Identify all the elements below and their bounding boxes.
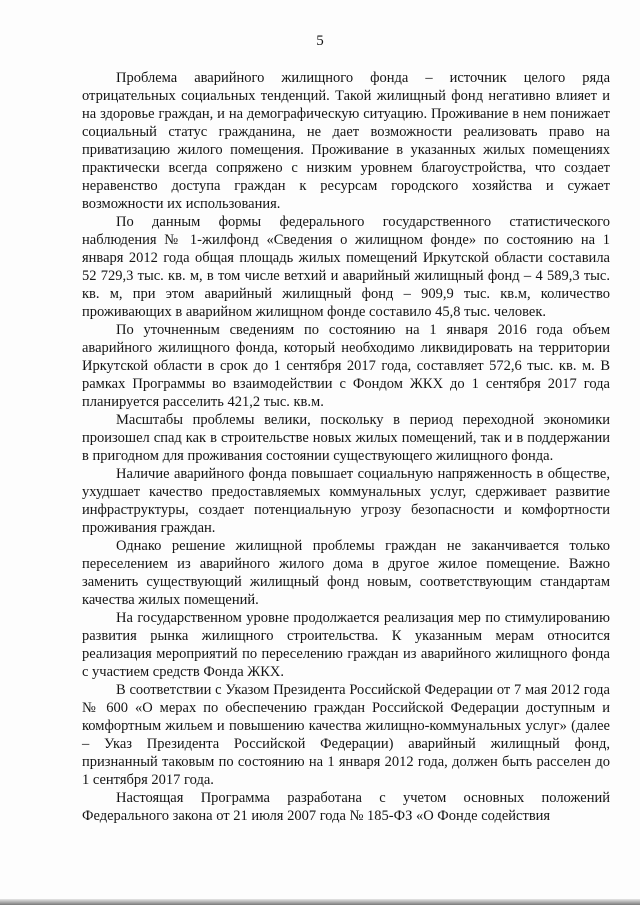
page-number: 5	[316, 33, 324, 49]
scan-bottom-edge	[0, 899, 640, 905]
paragraph-social-tension: Наличие аварийного фонда повышает социальную напряженность в обществе, ухудшает качество предоставляемых коммунальных услуг, сдерживает развитие инфраструктуры, создает потенциальную угрозу безопасности и комфортности проживания граждан.	[82, 466, 610, 536]
paragraph-statistics-2016: По уточненным сведениям по состоянию на 1 января 2016 года объем аварийного жилищного фонда, который необходимо ликвидировать на территории Иркутской области в срок до 1 сентября 2017 года, составляет 572,6 тыс. кв. м. В рамках Программы во взаимодействии с Фондом ЖКХ до 1 сентября 2017 года планируется расселить 421,2 тыс. кв.м.	[82, 322, 610, 410]
paragraph-housing-replacement: Однако решение жилищной проблемы граждан не заканчивается только переселением из аварийного жилого дома в другое жилое помещение. Важно заменить существующий жилищный фонд новым, соответствующим стандартам качества жилых помещений.	[82, 538, 610, 608]
paragraph-program-basis: Настоящая Программа разработана с учетом основных положений Федерального закона от 21 июля 2007 года № 185-ФЗ «О Фонде содействия	[82, 790, 610, 824]
paragraph-problem-scale: Масштабы проблемы велики, поскольку в период переходной экономики произошел спад как в строительстве новых жилых помещений, так и в поддержании в пригодном для проживания состоянии существующего жилищного фонда.	[82, 412, 610, 464]
paragraph-statistics-2012: По данным формы федерального государственного статистического наблюдения № 1-жилфонд «Сведения о жилищном фонде» по состоянию на 1 января 2012 года общая площадь жилых помещений Иркутской области составила 52 729,3 тыс. кв. м, в том числе ветхий и аварийный жилищный фонд – 4 589,3 тыс. кв. м, при этом аварийный жилищный фонд – 909,9 тыс. кв.м, количество проживающих в аварийном жилищном фонде составило 45,8 тыс. человек.	[82, 214, 610, 320]
paragraph-state-measures: На государственном уровне продолжается реализация мер по стимулированию развития рынка жилищного строительства. К указанным мерам относится реализация мероприятий по переселению граждан из аварийного жилищного фонда с участием средств Фонда ЖКХ.	[82, 610, 610, 680]
paragraph-emergency-housing-problem: Проблема аварийного жилищного фонда – источник целого ряда отрицательных социальных тенденций. Такой жилищный фонд негативно влияет и на здоровье граждан, и на демографическую ситуацию. Проживание в нем понижает социальный статус гражданина, не дает возможности реализовать право на приватизацию жилого помещения. Проживание в указанных жилых помещениях практически всегда сопряжено с низким уровнем благоустройства, что создает неравенство доступа граждан к ресурсам городского хозяйства и сужает возможности их использования.	[82, 70, 610, 212]
paragraph-presidential-decree: В соответствии с Указом Президента Российской Федерации от 7 мая 2012 года № 600 «О мерах по обеспечению граждан Российской Федерации доступным и комфортным жильем и повышению качества жилищно-коммунальных услуг» (далее – Указ Президента Российской Федерации) аварийный жилищный фонд, признанный таковым по состоянию на 1 января 2012 года, должен быть расселен до 1 сентября 2017 года.	[82, 682, 610, 788]
body-text	[82, 69, 610, 825]
